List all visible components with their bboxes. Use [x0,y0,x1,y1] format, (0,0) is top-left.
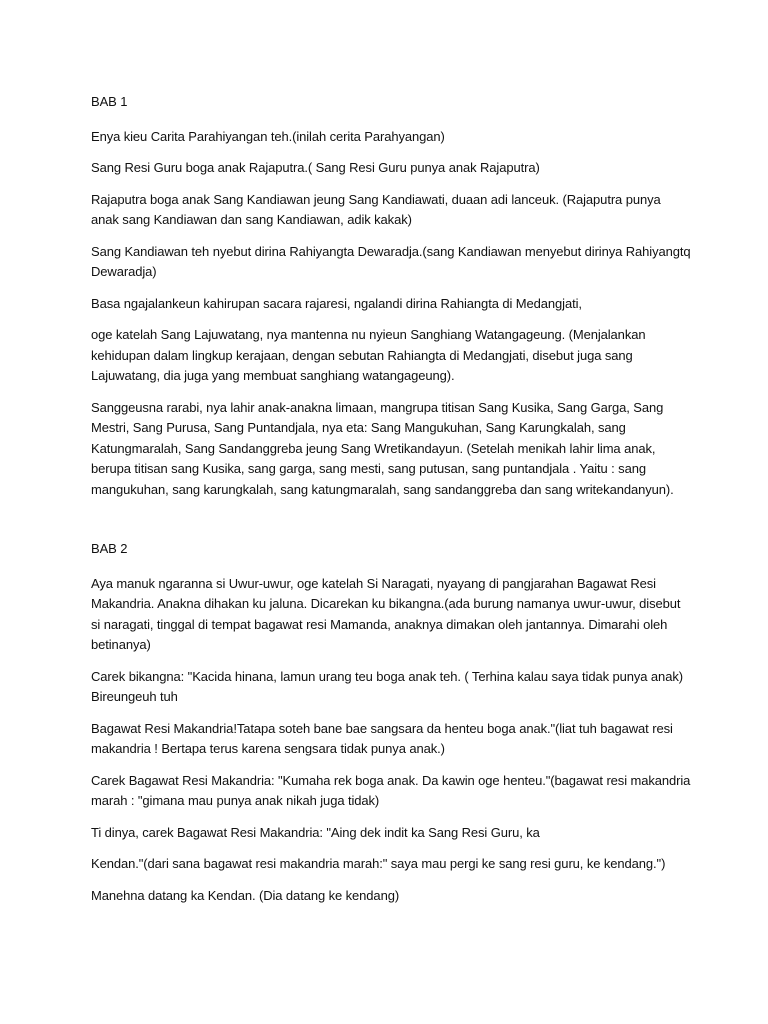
paragraph: Enya kieu Carita Parahiyangan teh.(inilah cerita Parahyangan) [91,128,445,144]
section-heading: BAB 1 [91,94,128,109]
paragraph: oge katelah Sang Lajuwatang, nya mantenna nu nyieun Sanghiang Watangageung. (Menjalankan kehidupan dalam lingkup kerajaan, dengan sebutan Rahiangta di Medangjati, disebut juga sang Lajuwatang, dia juga yang membuat sanghiang watangageung). [91,327,646,383]
paragraph: Manehna datang ka Kendan. (Dia datang ke kendang) [91,887,400,903]
paragraph: Kendan."(dari sana bagawat resi makandria marah:" saya mau pergi ke sang resi guru, ke kendang.") [91,856,666,871]
paragraph: Sang Resi Guru boga anak Rajaputra.( Sang Resi Guru punya anak Rajaputra) [91,160,540,175]
section-heading: BAB 2 [91,541,128,556]
paragraph: Sanggeusna rarabi, nya lahir anak-anakna limaan, mangrupa titisan Sang Kusika, Sang Garga, Sang Mestri, Sang Purusa, Sang Puntandjala, nya eta: Sang Mangukuhan, Sang Karungkalah, sang Katungmaralah, Sang Sandanggreba jeung Sang Wretikandayun. (Setelah menikah lahir lima anak, berupa titisan sang Kusika, sang garga, sang mesti, sang putusan, sang puntandjala . Yaitu : sang mangukuhan, sang karungkalah, sang katungmaralah, sang sandanggreba dan sang writekandanyun). [91,399,674,497]
section-spacer [91,511,691,539]
paragraph: Basa ngajalankeun kahirupan sacara rajaresi, ngalandi dirina Rahiangta di Medangjati, [91,295,582,311]
paragraph: Carek bikangna: "Kacida hinana, lamun urang teu boga anak teh. ( Terhina kalau saya tidak punya anak) Bireungeuh tuh [91,668,683,704]
paragraph: Carek Bagawat Resi Makandria: "Kumaha rek boga anak. Da kawin oge henteu."(bagawat resi makandria marah : "gimana mau punya anak nikah juga tidak) [91,772,691,808]
paragraph: Rajaputra boga anak Sang Kandiawan jeung Sang Kandiawati, duaan adi lanceuk. (Rajaputra punya anak sang Kandiawan dan sang Kandiawan, adik kakak) [91,191,661,227]
document-content [91,92,691,917]
paragraph: Aya manuk ngaranna si Uwur-uwur, oge katelah Si Naragati, nyayang di pangjarahan Bagawat Resi Makandria. Anakna dihakan ku jaluna. Dicarekan ku bikangna.(ada burung namanya uwur-uwur, disebut si naragati, tinggal di tempat bagawat resi Mamanda, anaknya dimakan oleh jantannya. Dimarahi oleh betinanya) [91,575,681,652]
paragraph: Bagawat Resi Makandria!Tatapa soteh bane bae sangsara da henteu boga anak."(liat tuh bagawat resi makandria ! Bertapa terus karena sengsara tidak punya anak.) [91,720,673,756]
paragraph: Sang Kandiawan teh nyebut dirina Rahiyangta Dewaradja.(sang Kandiawan menyebut dirinya Rahiyangtq Dewaradja) [91,243,691,279]
paragraph: Ti dinya, carek Bagawat Resi Makandria: "Aing dek indit ka Sang Resi Guru, ka [91,824,540,840]
section-bab-1 [91,92,691,500]
section-bab-2 [91,539,691,906]
